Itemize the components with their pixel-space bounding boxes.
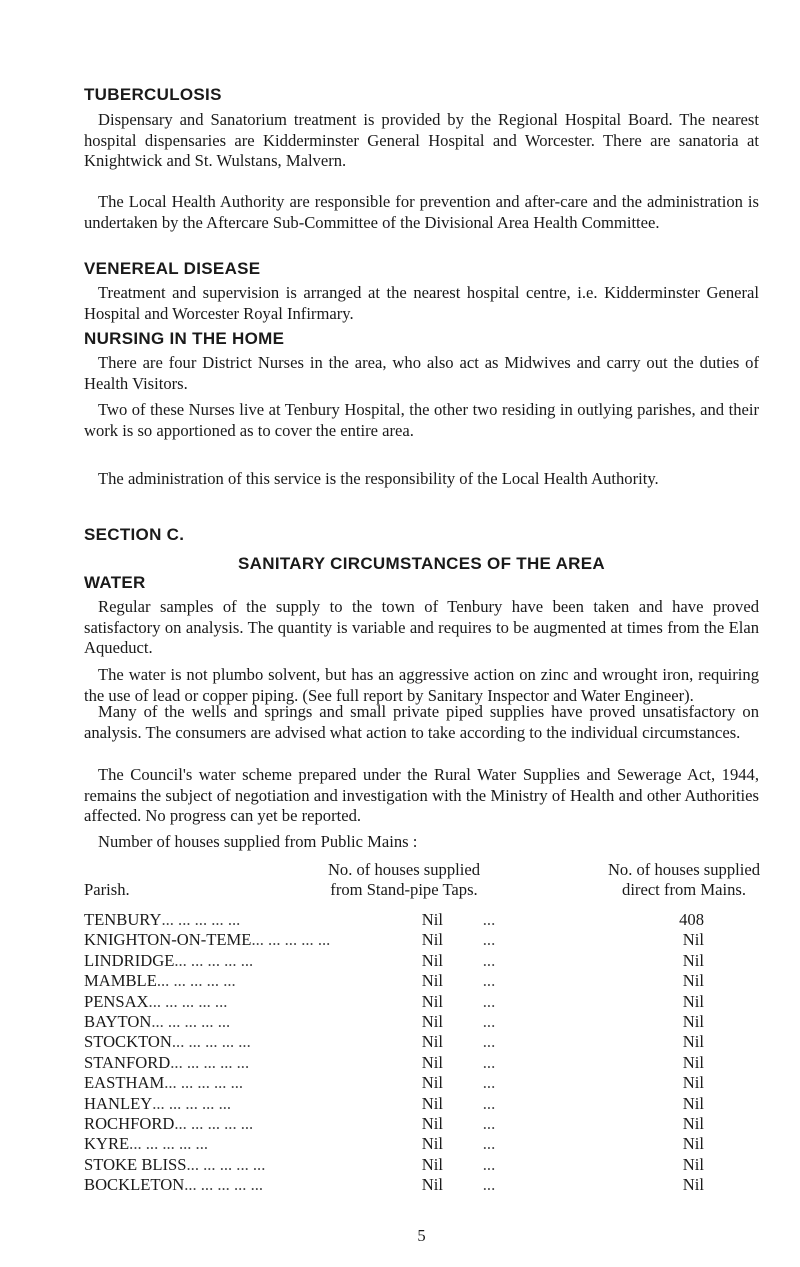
table-row — [84, 1012, 759, 1032]
direct-mains-count: Nil — [682, 991, 704, 1011]
parish-name: STOCKTON ... ... ... ... ... — [84, 1032, 251, 1052]
leader-dots: ... ... ... ... ... — [174, 1113, 254, 1133]
leader-dots: ... ... ... ... ... — [164, 1073, 244, 1093]
leader-dots: ... ... ... ... ... — [170, 1052, 250, 1072]
leader-dots: ... — [482, 1032, 496, 1052]
paragraph-wells-springs: Many of the wells and springs and small private piped supplies have proved unsatisfactory on analysis. The consumers are advised what action to take according to the individual circumstances. — [84, 702, 759, 742]
direct-mains-count: Nil — [682, 971, 704, 991]
heading-venereal-disease: VENEREAL DISEASE — [84, 259, 261, 278]
header-standpipe-line1: No. of houses supplied — [327, 860, 481, 879]
leader-dots: ... — [482, 1073, 496, 1093]
table-header — [84, 860, 759, 910]
parish-name: LINDRIDGE ... ... ... ... ... — [84, 950, 254, 970]
parish-name: ROCHFORD ... ... ... ... ... — [84, 1113, 254, 1133]
table-row — [84, 1053, 759, 1073]
direct-mains-count: Nil — [682, 930, 704, 950]
paragraph-nursing-administration: The administration of this service is the responsibility of the Local Health Authority. — [98, 469, 659, 488]
table-row — [84, 1175, 759, 1195]
parish-name: EASTHAM ... ... ... ... ... — [84, 1073, 244, 1093]
paragraph-tb-treatment: Dispensary and Sanatorium treatment is provided by the Regional Hospital Board. The nearest hospital dispensaries are Kidderminster General Hospital and Worcester. There are sanatoria at Knightwick and St. Wulstans, Malvern. — [84, 110, 759, 170]
table-row — [84, 1032, 759, 1052]
standpipe-count: Nil — [421, 1052, 443, 1072]
standpipe-count: Nil — [421, 1093, 443, 1113]
leader-dots: ... ... ... ... ... — [151, 1011, 231, 1031]
table-row — [84, 971, 759, 991]
paragraph-district-nurses: There are four District Nurses in the area, who also act as Midwives and carry out the duties of Health Visitors. — [84, 353, 759, 393]
parish-name: HANLEY ... ... ... ... ... — [84, 1093, 232, 1113]
paragraph-houses-supplied-intro: Number of houses supplied from Public Mains : — [98, 832, 418, 851]
leader-dots: ... ... ... ... ... — [186, 1154, 266, 1174]
direct-mains-count: Nil — [682, 1052, 704, 1072]
paragraph-water-samples: Regular samples of the supply to the town of Tenbury have been taken and have proved satisfactory on analysis. The quantity is variable and requires to be augmented at times from the Elan Aqueduct. — [84, 597, 759, 657]
leader-dots: ... — [482, 991, 496, 1011]
parish-name: TENBURY ... ... ... ... ... — [84, 910, 241, 929]
direct-mains-count: Nil — [682, 950, 704, 970]
standpipe-count: Nil — [421, 1011, 443, 1031]
leader-dots: ... — [482, 1093, 496, 1113]
table-row — [84, 930, 759, 950]
direct-mains-count: Nil — [682, 1154, 704, 1174]
parish-name: STOKE BLISS ... ... ... ... ... — [84, 1154, 266, 1174]
leader-dots: ... ... ... ... ... — [152, 1093, 232, 1113]
standpipe-count: Nil — [421, 930, 443, 950]
leader-dots: ... — [482, 910, 496, 929]
leader-dots: ... ... ... ... ... — [251, 930, 331, 950]
paragraph-tb-authority: The Local Health Authority are responsible for prevention and after-care and the administration is undertaken by the Aftercare Sub-Committee of the Divisional Area Health Committee. — [84, 192, 759, 232]
standpipe-count: Nil — [421, 1134, 443, 1154]
page-number: 5 — [417, 1226, 426, 1245]
paragraph-vd-treatment: Treatment and supervision is arranged at the nearest hospital centre, i.e. Kidderminster General Hospital and Worcester Royal Infirmary. — [84, 283, 759, 323]
direct-mains-count: Nil — [682, 1134, 704, 1154]
leader-dots: ... — [482, 1113, 496, 1133]
table-row — [84, 1094, 759, 1114]
houses-supplied-table — [84, 860, 759, 1195]
standpipe-count: Nil — [421, 1175, 443, 1195]
leader-dots: ... ... ... ... ... — [161, 910, 241, 929]
leader-dots: ... ... ... ... ... — [184, 1175, 264, 1195]
paragraph-water-solvency: The water is not plumbo solvent, but has an aggressive action on zinc and wrought iron, requiring the use of lead or copper piping. (See full report by Sanitary Inspector and Water Engineer). — [84, 665, 759, 705]
leader-dots: ... — [482, 1134, 496, 1154]
leader-dots: ... ... ... ... ... — [156, 971, 236, 991]
standpipe-count: Nil — [421, 1073, 443, 1093]
leader-dots: ... ... ... ... ... — [174, 950, 254, 970]
parish-name: BOCKLETON ... ... ... ... ... — [84, 1175, 264, 1195]
direct-mains-count: Nil — [682, 1032, 704, 1052]
leader-dots: ... — [482, 950, 496, 970]
standpipe-count: Nil — [421, 910, 443, 929]
heading-nursing: NURSING IN THE HOME — [84, 329, 285, 348]
table-row — [84, 1155, 759, 1175]
table-row — [84, 910, 759, 930]
standpipe-count: Nil — [421, 991, 443, 1011]
heading-water: WATER — [84, 573, 146, 592]
table-body — [84, 910, 759, 1195]
leader-dots: ... — [482, 1175, 496, 1195]
direct-mains-count: 408 — [679, 910, 704, 929]
direct-mains-count: Nil — [682, 1093, 704, 1113]
leader-dots: ... — [482, 971, 496, 991]
leader-dots: ... ... ... ... ... — [129, 1134, 208, 1154]
table-row — [84, 992, 759, 1012]
parish-name: KYRE ... ... ... ... ... — [84, 1134, 208, 1154]
table-row — [84, 1073, 759, 1093]
direct-mains-count: Nil — [682, 1073, 704, 1093]
leader-dots: ... — [482, 1154, 496, 1174]
heading-tuberculosis: TUBERCULOSIS — [84, 85, 222, 104]
parish-name: PENSAX ... ... ... ... ... — [84, 991, 228, 1011]
leader-dots: ... ... ... ... ... — [171, 1032, 251, 1052]
table-row — [84, 1134, 759, 1154]
standpipe-count: Nil — [421, 1113, 443, 1133]
paragraph-nurses-residence: Two of these Nurses live at Tenbury Hospital, the other two residing in outlying parishes, and their work is so apportioned as to cover the entire area. — [84, 400, 759, 440]
header-direct-line1: No. of houses supplied — [607, 860, 761, 879]
standpipe-count: Nil — [421, 971, 443, 991]
direct-mains-count: Nil — [682, 1011, 704, 1031]
leader-dots: ... — [482, 930, 496, 950]
parish-name: BAYTON ... ... ... ... ... — [84, 1011, 231, 1031]
standpipe-count: Nil — [421, 950, 443, 970]
direct-mains-count: Nil — [682, 1175, 704, 1195]
heading-sanitary-circumstances: SANITARY CIRCUMSTANCES OF THE AREA — [238, 554, 605, 573]
table-row — [84, 951, 759, 971]
parish-name: KNIGHTON-ON-TEME ... ... ... ... ... — [84, 930, 331, 950]
leader-dots: ... — [482, 1052, 496, 1072]
header-parish: Parish. — [84, 880, 130, 899]
parish-name: STANFORD ... ... ... ... ... — [84, 1052, 250, 1072]
parish-name: MAMBLE ... ... ... ... ... — [84, 971, 236, 991]
header-standpipe-line2: from Stand-pipe Taps. — [330, 880, 478, 899]
paragraph-water-scheme: The Council's water scheme prepared under the Rural Water Supplies and Sewerage Act, 1944, remains the subject of negotiation and investigation with the Ministry of Health and other Authorities affected. No progress can yet be reported. — [84, 765, 759, 825]
leader-dots: ... ... ... ... ... — [148, 991, 228, 1011]
header-direct-line2: direct from Mains. — [622, 880, 746, 899]
table-row — [84, 1114, 759, 1134]
standpipe-count: Nil — [421, 1154, 443, 1174]
standpipe-count: Nil — [421, 1032, 443, 1052]
heading-section-c: SECTION C. — [84, 525, 185, 544]
direct-mains-count: Nil — [682, 1113, 704, 1133]
leader-dots: ... — [482, 1011, 496, 1031]
